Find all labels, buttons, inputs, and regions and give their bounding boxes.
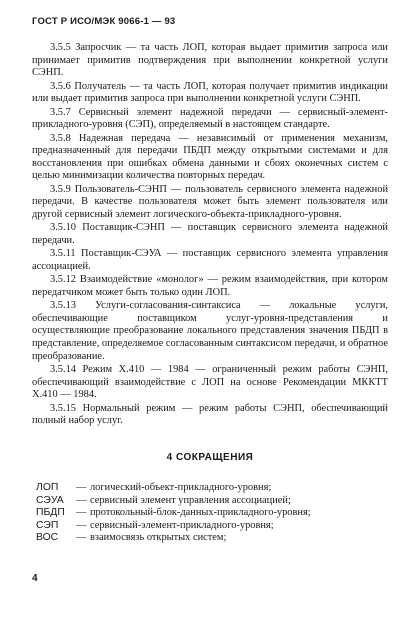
paragraph-3-5-14: 3.5.14 Режим Х.410 — 1984 — ограниченный режим работы СЭНП, обеспечивающий взаимодействие с ЛОП на основе Рекомендации МККТТ Х.410 — 1984.	[32, 364, 388, 401]
abbreviation-item	[32, 507, 388, 519]
abbreviation-item	[32, 482, 388, 494]
paragraph-3-5-12: 3.5.12 Взаимодействие «монолог» — режим взаимодействия, при котором передатчиком может быть только один ЛОП.	[32, 274, 388, 298]
document-body	[32, 42, 388, 544]
page-number: 4	[32, 573, 38, 584]
abbreviation-definition: взаимосвязь открытых систем;	[90, 532, 227, 543]
abbreviation-term: ЛОП	[36, 482, 59, 494]
abbreviation-definition: сервисный-элемент-прикладного-уровня;	[90, 519, 274, 531]
paragraph-3-5-8: 3.5.8 Надежная передача — независимый от применения механизм, предназначенный для передачи ПБДП между открытыми системами и для восстановления при ошибках обмена данными и сбоях оконечных систем с целью минимизации количества повторных передач.	[32, 132, 388, 182]
abbreviation-dash: —	[76, 482, 87, 494]
abbreviation-dash: —	[76, 507, 87, 519]
abbreviation-list	[32, 482, 388, 544]
paragraph-3-5-11: 3.5.11 Поставщик-СЭУА — поставщик сервисного элемента управления ассоциацией.	[32, 248, 388, 272]
abbreviation-dash: —	[76, 519, 87, 531]
abbreviation-dash: —	[76, 494, 87, 506]
abbreviation-item	[32, 532, 388, 544]
paragraph-3-5-15: 3.5.15 Нормальный режим — режим работы СЭНП, обеспечивающий полный набор услуг.	[32, 402, 388, 427]
paragraph-3-5-9: 3.5.9 Пользователь-СЭНП — пользователь сервисного элемента надежной передачи. В качестве пользователя может быть элемент пользователя или другой сервисный элемент логического-объекта-прикладного-уровня.	[32, 183, 388, 220]
abbreviation-term: ПБДП	[36, 507, 65, 519]
paragraph-3-5-6: 3.5.6 Получатель — та часть ЛОП, которая получает примитив индикации или выдает примитив запроса при выполнении конкретной услуги СЭНП.	[32, 80, 388, 105]
abbreviation-item	[32, 520, 388, 532]
abbreviation-definition: сервисный элемент управления ассоциацией;	[90, 494, 291, 506]
paragraph-3-5-7: 3.5.7 Сервисный элемент надежной передачи — сервисный-элемент-прикладного-уровня (СЭП), определяемый в настоящем стандарте.	[32, 106, 388, 131]
paragraph-3-5-5: 3.5.5 Запросчик — та часть ЛОП, которая выдает примитив запроса или принимает примитив подтверждения при выполнении конкретной услуги СЭНП.	[32, 42, 388, 79]
abbreviation-term: ВОС	[36, 532, 59, 543]
abbreviation-term: СЭП	[36, 519, 59, 531]
section-heading: 4 СОКРАЩЕНИЯ	[166, 451, 254, 463]
abbreviation-definition: протокольный-блок-данных-прикладного-уровня;	[90, 507, 311, 519]
paragraph-3-5-13: 3.5.13 Услуги-согласования-синтаксиса — локальные услуги, обеспечивающие поставщиком услуг-уровня-представления и осуществляющие преобразование локального представления значения ПБДП в представление, определяемое согласованным синтаксисом передачи, и обратное преобразование.	[32, 300, 388, 362]
document-header: ГОСТ Р ИСО/МЭК 9066-1 — 93	[32, 16, 176, 27]
paragraph-3-5-10: 3.5.10 Поставщик-СЭНП — поставщик сервисного элемента надежной передачи.	[32, 222, 388, 246]
abbreviation-dash: —	[76, 532, 87, 543]
abbreviation-definition: логический-объект-прикладного-уровня;	[90, 482, 272, 494]
abbreviation-term: СЭУА	[36, 494, 64, 506]
abbreviation-item	[32, 495, 388, 507]
